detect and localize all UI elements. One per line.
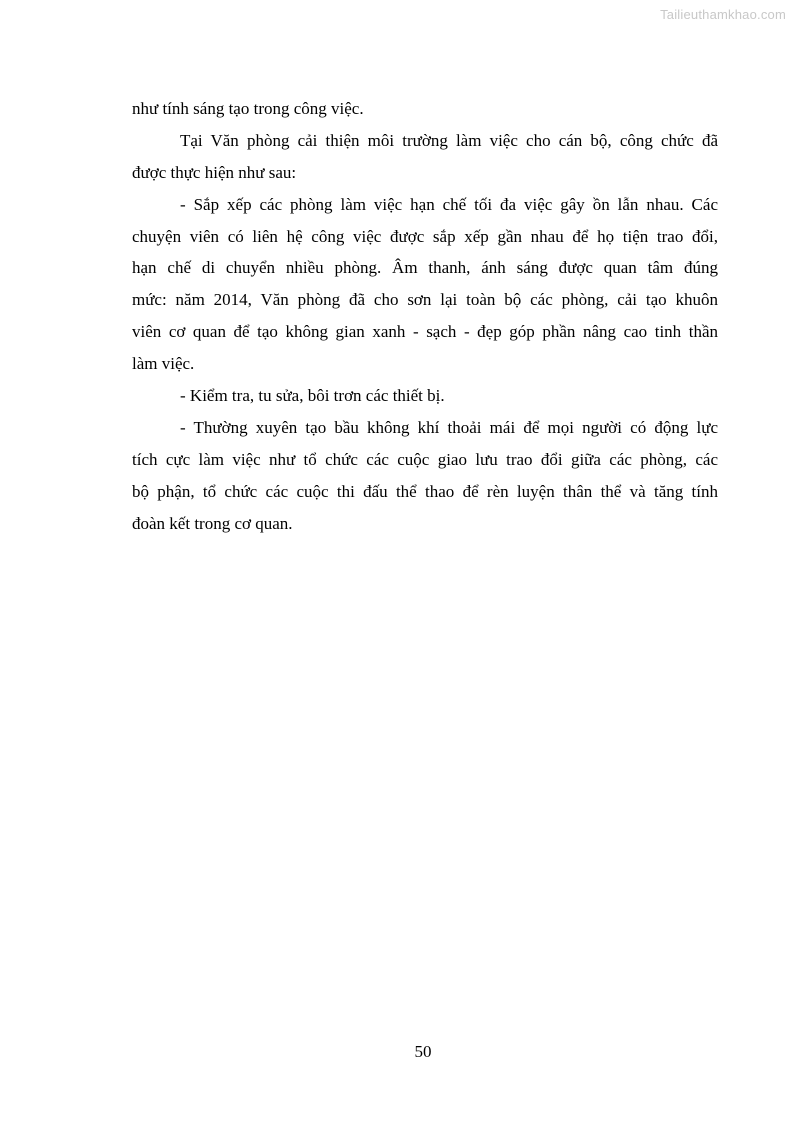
text-line: mức: năm 2014, Văn phòng đã cho sơn lại toàn bộ các phòng, cải tạo khuôn: [132, 290, 718, 310]
text-line: - Kiểm tra, tu sửa, bôi trơn các thiết bị.: [180, 386, 445, 406]
paragraph: [132, 189, 718, 380]
page-number: 50: [414, 1042, 432, 1061]
document-body: [132, 93, 718, 539]
text-line: viên cơ quan để tạo không gian xanh - sạch - đẹp góp phần nâng cao tinh thần: [132, 322, 718, 342]
paragraph: [132, 412, 718, 540]
paragraph: [132, 380, 718, 412]
text-line: làm việc.: [132, 354, 195, 374]
text-line: tích cực làm việc như tổ chức các cuộc giao lưu trao đổi giữa các phòng, các: [132, 449, 718, 469]
text-line: bộ phận, tổ chức các cuộc thi đấu thể thao để rèn luyện thân thể và tăng tính: [132, 481, 718, 501]
watermark-text: Tailieuthamkhao.com: [660, 7, 786, 22]
text-line: chuyện viên có liên hệ công việc được sắp xếp gần nhau để họ tiện trao đổi,: [132, 226, 718, 246]
text-line: được thực hiện như sau:: [132, 162, 297, 182]
text-line: - Sắp xếp các phòng làm việc hạn chế tối đa việc gây ồn lẫn nhau. Các: [180, 194, 718, 214]
text-line: - Thường xuyên tạo bầu không khí thoải mái để mọi người có động lực: [180, 417, 718, 437]
paragraph: [132, 93, 718, 125]
text-line: đoàn kết trong cơ quan.: [132, 513, 293, 533]
text-line: như tính sáng tạo trong công việc.: [132, 99, 364, 118]
paragraph: [132, 125, 718, 189]
text-line: Tại Văn phòng cải thiện môi trường làm việc cho cán bộ, công chức đã: [180, 130, 718, 150]
text-line: hạn chế di chuyển nhiều phòng. Âm thanh, ánh sáng được quan tâm đúng: [132, 258, 718, 278]
